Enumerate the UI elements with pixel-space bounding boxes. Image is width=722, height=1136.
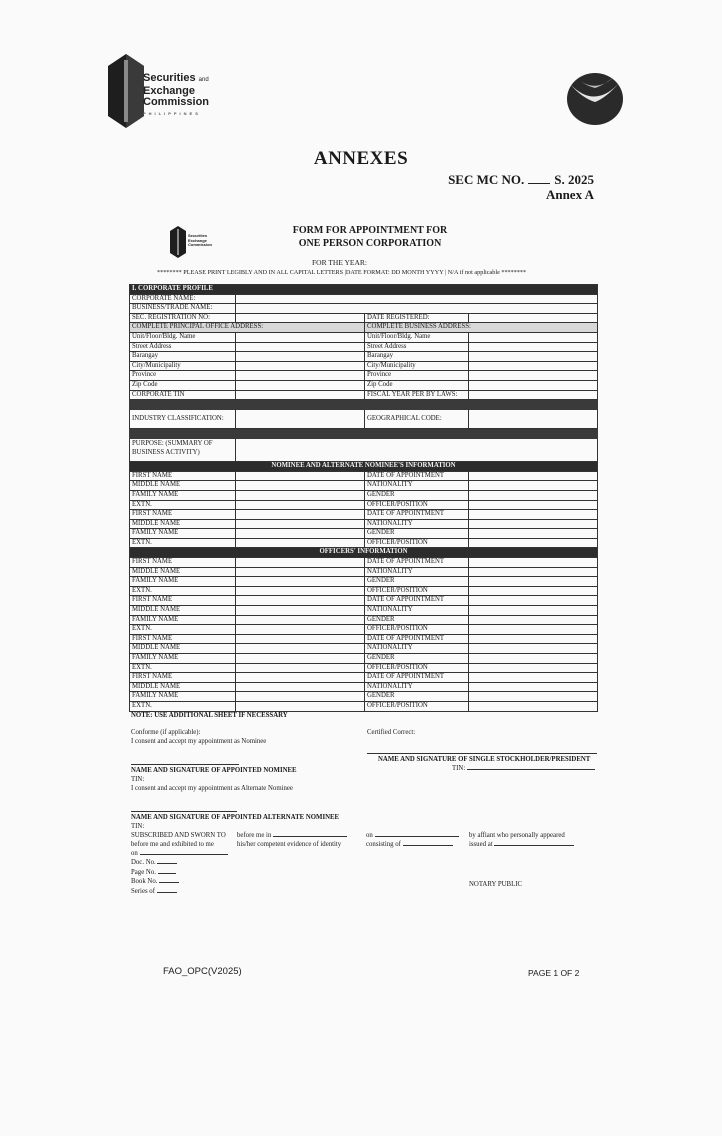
- notary-3a-row: [366, 831, 459, 840]
- officer-left-field[interactable]: [236, 663, 365, 673]
- stockholder-tin: [452, 764, 595, 773]
- officers-section: [130, 558, 598, 712]
- notary-col2: [237, 831, 347, 849]
- notary-3a: on: [366, 832, 373, 839]
- nominee-right-label: OFFICER/POSITION: [365, 538, 469, 548]
- address-header-row: [130, 323, 598, 333]
- alternate-tin-label: TIN:: [131, 823, 145, 830]
- notary-1c: on: [131, 850, 138, 857]
- address-left-field[interactable]: [236, 380, 365, 390]
- small-logo-text: [188, 234, 212, 248]
- nominee-row: [130, 510, 598, 520]
- address-left-field[interactable]: [236, 342, 365, 352]
- logo-sub: PHILIPPINES: [143, 111, 201, 116]
- note-text: NOTE: USE ADDITIONAL SHEET IF NECESSARY: [131, 712, 288, 719]
- address-left-field[interactable]: [236, 352, 365, 362]
- officer-row: [130, 606, 598, 616]
- address-row: [130, 361, 598, 371]
- business-name-label: BUSINESS/TRADE NAME:: [130, 304, 236, 314]
- officer-right-field[interactable]: [469, 596, 598, 606]
- officer-right-label: DATE OF APPOINTMENT: [365, 673, 469, 683]
- officer-right-label: NATIONALITY: [365, 567, 469, 577]
- nominee-right-field[interactable]: [469, 519, 598, 529]
- principal-office-label: COMPLETE PRINCIPAL OFFICE ADDRESS:: [130, 323, 365, 333]
- address-left-label: Street Address: [130, 342, 236, 352]
- corporate-profile-title: I. CORPORATE PROFILE: [130, 285, 598, 295]
- book-no-label: Book No.: [131, 878, 158, 885]
- form-title-line2: ONE PERSON CORPORATION: [298, 238, 442, 249]
- sec-logo-icon: [108, 54, 144, 128]
- nominee-row: [130, 529, 598, 539]
- address-left-field[interactable]: [236, 332, 365, 342]
- officer-left-field[interactable]: [236, 644, 365, 654]
- nominee-left-label: FAMILY NAME: [130, 529, 236, 539]
- notary-2b: his/her competent evidence of identity: [237, 841, 342, 848]
- officer-row: [130, 567, 598, 577]
- officer-row: [130, 596, 598, 606]
- officer-left-field[interactable]: [236, 692, 365, 702]
- nominee-right-field[interactable]: [469, 500, 598, 510]
- corporate-tin-label: CORPORATE TIN: [130, 390, 236, 400]
- divider-cell: [130, 400, 598, 410]
- nominee-section: [130, 471, 598, 548]
- officer-left-field[interactable]: [236, 625, 365, 635]
- officer-right-label: GENDER: [365, 654, 469, 664]
- address-right-field[interactable]: [469, 371, 598, 381]
- officer-left-label: FAMILY NAME: [130, 654, 236, 664]
- officers-header: [130, 548, 598, 558]
- corporate-profile-header: [130, 285, 598, 295]
- officer-right-field[interactable]: [469, 567, 598, 577]
- address-left-label: Province: [130, 371, 236, 381]
- officer-left-label: MIDDLE NAME: [130, 567, 236, 577]
- page-no-row: [131, 868, 179, 878]
- corporate-name-field[interactable]: [236, 294, 598, 304]
- officer-left-field[interactable]: [236, 558, 365, 568]
- stockholder-tin-label: TIN:: [452, 765, 466, 772]
- nominee-left-field[interactable]: [236, 490, 365, 500]
- officer-right-label: NATIONALITY: [365, 606, 469, 616]
- conforme-label: Conforme (if applicable):: [131, 729, 201, 736]
- officer-left-field[interactable]: [236, 634, 365, 644]
- address-row: [130, 342, 598, 352]
- officer-row: [130, 654, 598, 664]
- officer-left-label: FIRST NAME: [130, 596, 236, 606]
- notary-4b: issued at: [469, 841, 493, 848]
- nominee-signature-line[interactable]: [131, 764, 239, 765]
- notary-public-label: NOTARY PUBLIC: [469, 881, 523, 888]
- officer-row: [130, 586, 598, 596]
- officer-left-field[interactable]: [236, 682, 365, 692]
- industry-label: INDUSTRY CLASSIFICATION:: [130, 410, 236, 429]
- sec-mc-left: SEC MC NO.: [448, 172, 525, 187]
- nominee-left-field[interactable]: [236, 510, 365, 520]
- officer-left-field[interactable]: [236, 567, 365, 577]
- notary-consisting-field[interactable]: [403, 845, 453, 846]
- officer-left-label: EXTN.: [130, 701, 236, 711]
- address-row: [130, 352, 598, 362]
- nominee-left-field[interactable]: [236, 481, 365, 491]
- sec-reg-label: SEC. REGISTRATION NO:: [130, 313, 236, 323]
- stockholder-signature-label: NAME AND SIGNATURE OF SINGLE STOCKHOLDER/PRESIDENT: [378, 756, 591, 763]
- corporate-name-row: [130, 294, 598, 304]
- nominee-header: [130, 462, 598, 472]
- small-sec-logo-icon: [170, 226, 186, 258]
- bagong-pilipinas-seal-icon: [566, 72, 624, 126]
- officer-row: [130, 673, 598, 683]
- officer-right-label: OFFICER/POSITION: [365, 701, 469, 711]
- notary-3b-row: [366, 840, 459, 849]
- officer-left-field[interactable]: [236, 701, 365, 711]
- address-right-label: City/Municipality: [365, 361, 469, 371]
- nominee-right-label: DATE OF APPOINTMENT: [365, 471, 469, 481]
- nominee-left-field[interactable]: [236, 538, 365, 548]
- nominee-right-field[interactable]: [469, 529, 598, 539]
- nominee-right-label: NATIONALITY: [365, 481, 469, 491]
- officer-right-label: NATIONALITY: [365, 644, 469, 654]
- alternate-signature-label: NAME AND SIGNATURE OF APPOINTED ALTERNATE NOMINEE: [131, 814, 340, 821]
- annex-label: Annex A: [545, 187, 594, 202]
- book-no-row: [131, 877, 179, 887]
- sec-reg-row: [130, 313, 598, 323]
- corporate-tin-field[interactable]: [236, 390, 365, 400]
- notary-date-field[interactable]: [140, 854, 228, 855]
- officer-right-field[interactable]: [469, 673, 598, 683]
- consent-nominee-text: I consent and accept my appointment as Nominee: [131, 738, 267, 745]
- alternate-signature-line[interactable]: [131, 811, 237, 812]
- officer-right-label: OFFICER/POSITION: [365, 625, 469, 635]
- nominee-right-field[interactable]: [469, 538, 598, 548]
- address-right-field[interactable]: [469, 361, 598, 371]
- fiscal-year-field[interactable]: [469, 390, 598, 400]
- officer-row: [130, 644, 598, 654]
- page-indicator: PAGE 1 OF 2: [528, 968, 580, 978]
- nominee-row: [130, 538, 598, 548]
- address-right-label: Unit/Floor/Bldg. Name: [365, 332, 469, 342]
- notary-on-field[interactable]: [375, 836, 459, 837]
- nominee-left-label: FIRST NAME: [130, 471, 236, 481]
- officer-left-field[interactable]: [236, 606, 365, 616]
- address-right-label: Barangay: [365, 352, 469, 362]
- form-code: FAO_OPC(V2025): [163, 966, 242, 977]
- nominee-right-field[interactable]: [469, 490, 598, 500]
- nominee-row: [130, 481, 598, 491]
- nominee-row: [130, 519, 598, 529]
- series-of-label: Series of: [131, 887, 155, 895]
- address-right-label: Province: [365, 371, 469, 381]
- officer-right-field[interactable]: [469, 644, 598, 654]
- stockholder-tin-field[interactable]: [467, 769, 595, 770]
- nominee-right-label: DATE OF APPOINTMENT: [365, 510, 469, 520]
- officer-left-field[interactable]: [236, 615, 365, 625]
- officer-right-field[interactable]: [469, 586, 598, 596]
- officer-right-field[interactable]: [469, 606, 598, 616]
- officer-left-label: FIRST NAME: [130, 634, 236, 644]
- officer-left-label: MIDDLE NAME: [130, 644, 236, 654]
- notary-3b: consisting of: [366, 841, 401, 848]
- officer-left-label: FAMILY NAME: [130, 692, 236, 702]
- notary-issued-field[interactable]: [494, 845, 574, 846]
- small-logo-2: Exchange: [188, 237, 207, 243]
- officer-row: [130, 682, 598, 692]
- purpose-row: [130, 439, 598, 462]
- nominee-right-label: GENDER: [365, 490, 469, 500]
- notary-place-field[interactable]: [273, 836, 347, 837]
- address-left-label: Zip Code: [130, 380, 236, 390]
- officer-left-label: EXTN.: [130, 663, 236, 673]
- officer-left-label: FIRST NAME: [130, 558, 236, 568]
- officer-right-field[interactable]: [469, 634, 598, 644]
- opc-form-table: [129, 284, 598, 712]
- purpose-line2: BUSINESS ACTIVITY): [132, 449, 200, 457]
- series-of-field[interactable]: [157, 892, 177, 893]
- purpose-line1: PURPOSE: (SUMMARY OF: [132, 440, 213, 448]
- form-title: [260, 224, 480, 250]
- officer-row: [130, 692, 598, 702]
- business-name-row: [130, 304, 598, 314]
- nominee-left-label: FAMILY NAME: [130, 490, 236, 500]
- nominee-left-label: MIDDLE NAME: [130, 519, 236, 529]
- officer-right-label: GENDER: [365, 577, 469, 587]
- nominee-row: [130, 471, 598, 481]
- page-no-label: Page No.: [131, 868, 156, 876]
- small-logo-3: Commission: [188, 242, 213, 247]
- doc-no-field[interactable]: [157, 863, 177, 864]
- corporate-name-label: CORPORATE NAME:: [130, 294, 236, 304]
- instruction-text: ******** PLEASE PRINT LEGIBLY AND IN ALL CAPITAL LETTERS |DATE FORMAT: DD MONTH YYYY | N/A if not applicable ********: [157, 269, 527, 276]
- for-the-year-label: FOR THE YEAR:: [312, 258, 368, 267]
- stockholder-signature-line[interactable]: [367, 753, 597, 754]
- industry-field[interactable]: [236, 410, 365, 429]
- address-left-label: City/Municipality: [130, 361, 236, 371]
- logo-line3: Commission: [143, 96, 210, 108]
- certified-correct-label: Certified Correct:: [367, 729, 416, 736]
- address-right-field[interactable]: [469, 332, 598, 342]
- officer-row: [130, 625, 598, 635]
- sec-mc-right: S. 2025: [554, 172, 594, 187]
- book-no-field[interactable]: [159, 882, 179, 883]
- address-right-field[interactable]: [469, 380, 598, 390]
- officer-right-field[interactable]: [469, 692, 598, 702]
- officer-right-field[interactable]: [469, 682, 598, 692]
- officer-left-label: MIDDLE NAME: [130, 606, 236, 616]
- address-row: [130, 332, 598, 342]
- officer-left-label: FIRST NAME: [130, 673, 236, 683]
- notary-col1: [131, 831, 228, 858]
- officer-right-label: NATIONALITY: [365, 682, 469, 692]
- address-right-field[interactable]: [469, 352, 598, 362]
- nominee-left-field[interactable]: [236, 529, 365, 539]
- officer-row: [130, 577, 598, 587]
- nominee-left-label: EXTN.: [130, 500, 236, 510]
- consent-alternate-text: I consent and accept my appointment as Alternate Nominee: [131, 785, 293, 792]
- nominee-right-label: NATIONALITY: [365, 519, 469, 529]
- notary-4b-row: [469, 840, 574, 849]
- nominee-signature-label: NAME AND SIGNATURE OF APPOINTED NOMINEE: [131, 767, 297, 774]
- page-no-field[interactable]: [158, 873, 176, 874]
- nominee-left-label: FIRST NAME: [130, 510, 236, 520]
- officer-right-label: GENDER: [365, 692, 469, 702]
- nominee-right-field[interactable]: [469, 510, 598, 520]
- address-right-label: Street Address: [365, 342, 469, 352]
- address-row: [130, 371, 598, 381]
- nominee-right-field[interactable]: [469, 481, 598, 491]
- form-title-line1: FORM FOR APPOINTMENT FOR: [292, 225, 448, 236]
- fiscal-year-label: FISCAL YEAR PER BY LAWS:: [365, 390, 469, 400]
- nominee-right-label: OFFICER/POSITION: [365, 500, 469, 510]
- page-title: ANNEXES: [313, 148, 409, 169]
- officer-right-label: DATE OF APPOINTMENT: [365, 596, 469, 606]
- notary-col3: [366, 831, 459, 849]
- notary-col4: [469, 831, 574, 849]
- date-registered-label: DATE REGISTERED:: [365, 313, 469, 323]
- officer-right-field[interactable]: [469, 558, 598, 568]
- date-registered-field[interactable]: [469, 313, 598, 323]
- nominee-left-label: EXTN.: [130, 538, 236, 548]
- officer-right-label: OFFICER/POSITION: [365, 663, 469, 673]
- nominee-row: [130, 500, 598, 510]
- divider-bar: [130, 400, 598, 410]
- officers-header-title: OFFICERS' INFORMATION: [130, 548, 598, 558]
- divider-bar: [130, 429, 598, 439]
- officer-right-label: DATE OF APPOINTMENT: [365, 558, 469, 568]
- officer-left-label: FAMILY NAME: [130, 615, 236, 625]
- nominee-left-field[interactable]: [236, 519, 365, 529]
- nominee-tin-label: TIN:: [131, 776, 145, 783]
- nominee-left-field[interactable]: [236, 500, 365, 510]
- officer-right-field[interactable]: [469, 615, 598, 625]
- logo-line1: Securities: [143, 72, 196, 84]
- officer-right-field[interactable]: [469, 701, 598, 711]
- doc-no-label: Doc. No.: [131, 859, 156, 866]
- business-name-field[interactable]: [236, 304, 598, 314]
- address-left-field[interactable]: [236, 371, 365, 381]
- officer-right-field[interactable]: [469, 577, 598, 587]
- logo-line1b: and: [198, 77, 209, 83]
- geo-code-label: GEOGRAPHICAL CODE:: [365, 410, 469, 429]
- small-logo-1: Securities: [188, 233, 208, 238]
- nominee-header-title: NOMINEE AND ALTERNATE NOMINEE'S INFORMATION: [130, 462, 598, 472]
- series-of-row: [131, 887, 179, 897]
- sec-mc-number: [448, 172, 594, 188]
- officer-row: [130, 615, 598, 625]
- address-left-field[interactable]: [236, 361, 365, 371]
- notary-1b: before me and exhibited to me: [131, 841, 214, 848]
- tin-fiscal-row: [130, 390, 598, 400]
- notary-1c-row: [131, 849, 228, 858]
- logo-line2: Exchange: [143, 85, 195, 97]
- address-row: [130, 380, 598, 390]
- geo-code-field[interactable]: [469, 410, 598, 429]
- nominee-left-field[interactable]: [236, 471, 365, 481]
- address-left-label: Barangay: [130, 352, 236, 362]
- officer-left-field[interactable]: [236, 596, 365, 606]
- sec-reg-field[interactable]: [236, 313, 365, 323]
- divider-cell: [130, 429, 598, 439]
- officer-left-label: MIDDLE NAME: [130, 682, 236, 692]
- officer-left-label: EXTN.: [130, 625, 236, 635]
- notary-4a: by affiant who personally appeared: [469, 832, 565, 839]
- notary-2a-row: [237, 831, 347, 840]
- officer-row: [130, 558, 598, 568]
- officer-left-field[interactable]: [236, 586, 365, 596]
- notary-2a: before me in: [237, 832, 272, 839]
- nominee-row: [130, 490, 598, 500]
- officer-right-label: DATE OF APPOINTMENT: [365, 634, 469, 644]
- officer-left-field[interactable]: [236, 654, 365, 664]
- sec-logo-text: [143, 73, 209, 119]
- officer-left-field[interactable]: [236, 673, 365, 683]
- officer-row: [130, 701, 598, 711]
- officer-row: [130, 663, 598, 673]
- nominee-right-label: GENDER: [365, 529, 469, 539]
- officer-right-label: GENDER: [365, 615, 469, 625]
- officer-left-field[interactable]: [236, 577, 365, 587]
- officer-row: [130, 634, 598, 644]
- business-address-label: COMPLETE BUSINESS ADDRESS:: [365, 323, 598, 333]
- doc-no-row: [131, 858, 179, 868]
- sec-mc-blank[interactable]: [528, 183, 550, 184]
- officer-left-label: EXTN.: [130, 586, 236, 596]
- notary-1a: SUBSCRIBED AND SWORN TO: [131, 832, 226, 839]
- purpose-label: [130, 439, 236, 462]
- nominee-right-field[interactable]: [469, 471, 598, 481]
- officer-right-field[interactable]: [469, 654, 598, 664]
- officer-right-field[interactable]: [469, 663, 598, 673]
- notary-doc-block: [131, 858, 179, 896]
- officer-left-label: FAMILY NAME: [130, 577, 236, 587]
- officer-right-label: OFFICER/POSITION: [365, 586, 469, 596]
- address-right-label: Zip Code: [365, 380, 469, 390]
- address-left-label: Unit/Floor/Bldg. Name: [130, 332, 236, 342]
- industry-row: [130, 410, 598, 429]
- officer-right-field[interactable]: [469, 625, 598, 635]
- nominee-left-label: MIDDLE NAME: [130, 481, 236, 491]
- address-right-field[interactable]: [469, 342, 598, 352]
- purpose-field[interactable]: [236, 439, 598, 462]
